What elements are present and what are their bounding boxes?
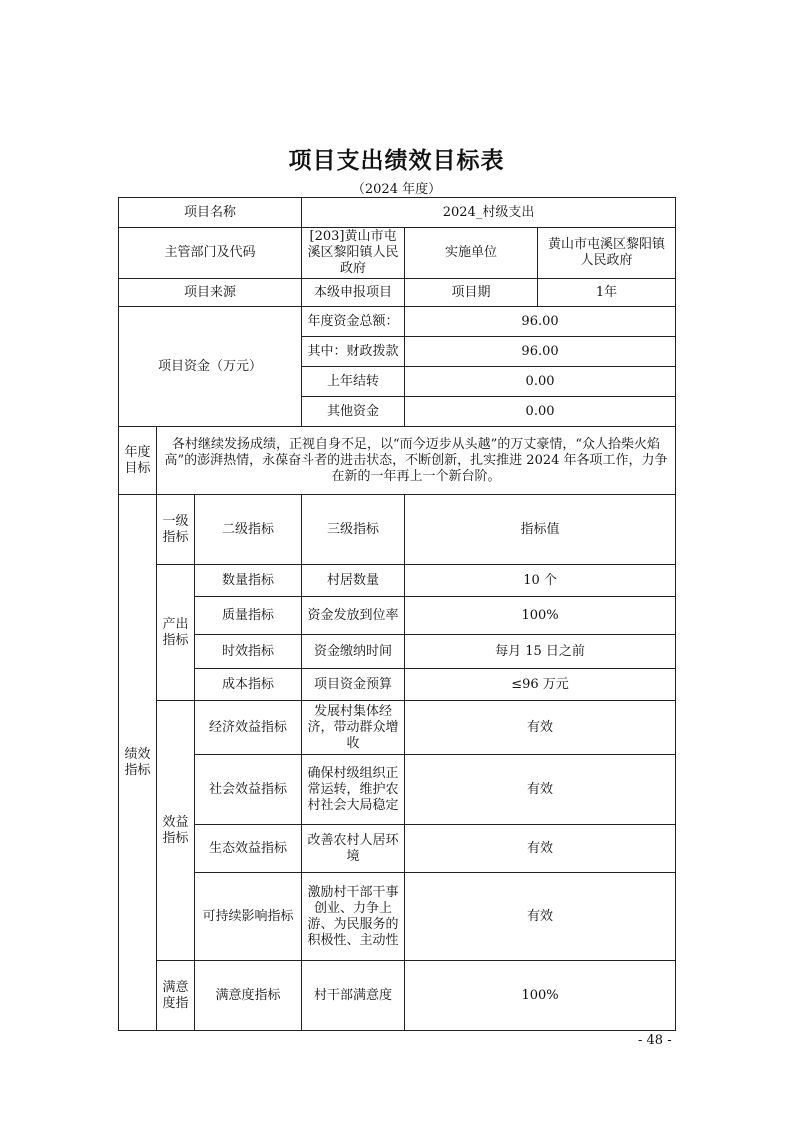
funds-total-value: 96.00	[405, 307, 676, 337]
page-title: 项目支出绩效目标表	[288, 148, 505, 174]
indicator-value: 100%	[405, 597, 676, 635]
period-label: 项目期	[405, 279, 538, 307]
indicator-l3: 资金发放到位率	[302, 597, 405, 635]
indicators-section-label: 绩效指标	[119, 495, 157, 1031]
indicator-l2: 生态效益指标	[195, 825, 302, 873]
funds-carryover-value: 0.00	[405, 367, 676, 397]
indicator-l3: 村居数量	[302, 565, 405, 597]
indicator-value: 有效	[405, 825, 676, 873]
source-value: 本级申报项目	[302, 279, 405, 307]
indicator-value: 每月 15 日之前	[405, 635, 676, 669]
indicator-value: 有效	[405, 755, 676, 825]
impl-label: 实施单位	[405, 228, 538, 279]
funds-fiscal-value: 96.00	[405, 337, 676, 367]
header-level1: 一级指标	[157, 495, 195, 565]
indicator-l3: 项目资金预算	[302, 669, 405, 701]
indicator-l2: 经济效益指标	[195, 701, 302, 755]
indicator-value: ≤96 万元	[405, 669, 676, 701]
indicator-l3: 改善农村人居环境	[302, 825, 405, 873]
page-number: - 48 -	[638, 1033, 672, 1048]
indicator-value: 有效	[405, 873, 676, 961]
indicator-value: 10 个	[405, 565, 676, 597]
header-level3: 三级指标	[302, 495, 405, 565]
indicator-l2: 成本指标	[195, 669, 302, 701]
indicator-value: 有效	[405, 701, 676, 755]
funds-other-label: 其他资金	[302, 397, 405, 427]
indicator-l2: 数量指标	[195, 565, 302, 597]
indicator-value: 100%	[405, 961, 676, 1031]
indicator-l2: 质量指标	[195, 597, 302, 635]
annual-goal-label: 年度目标	[119, 427, 157, 495]
impl-value: 黄山市屯溪区黎阳镇人民政府	[538, 228, 676, 279]
benefit-indicator-label: 效益指标	[157, 701, 195, 961]
indicator-l3: 村干部满意度	[302, 961, 405, 1031]
performance-target-table	[118, 197, 676, 1031]
dept-value: [203]黄山市屯溪区黎阳镇人民政府	[302, 228, 405, 279]
indicator-l3: 确保村级组织正常运转，维护农村社会大局稳定	[302, 755, 405, 825]
funds-other-value: 0.00	[405, 397, 676, 427]
indicator-l3: 激励村干部干事创业、力争上游、为民服务的积极性、主动性	[302, 873, 405, 961]
satisfaction-indicator-label: 满意度指	[157, 961, 195, 1031]
indicator-l2: 满意度指标	[195, 961, 302, 1031]
project-name-value: 2024_村级支出	[302, 198, 676, 228]
funds-total-label: 年度资金总额：	[302, 307, 405, 337]
indicator-l3: 资金缴纳时间	[302, 635, 405, 669]
indicator-l3: 发展村集体经济，带动群众增收	[302, 701, 405, 755]
period-value: 1年	[538, 279, 676, 307]
indicator-l2: 可持续影响指标	[195, 873, 302, 961]
indicator-l2: 社会效益指标	[195, 755, 302, 825]
source-label: 项目来源	[119, 279, 302, 307]
funds-carryover-label: 上年结转	[302, 367, 405, 397]
header-level2: 二级指标	[195, 495, 302, 565]
annual-goal-text: 各村继续发扬成绩，正视自身不足，以“而今迈步从头越”的万丈豪情，“众人拾柴火焰高”的澎湃热情，永葆奋斗者的进击状态，不断创新，扎实推进 2024 年各项工作，力争在新的一年再上一个新台阶。	[157, 427, 676, 495]
year-subtitle: （2024 年度）	[351, 182, 442, 197]
indicator-l2: 时效指标	[195, 635, 302, 669]
output-indicator-label: 产出指标	[157, 565, 195, 701]
dept-label: 主管部门及代码	[119, 228, 302, 279]
project-name-label: 项目名称	[119, 198, 302, 228]
funds-label: 项目资金（万元）	[119, 307, 302, 427]
funds-fiscal-label: 其中：财政拨款	[302, 337, 405, 367]
header-value: 指标值	[405, 495, 676, 565]
